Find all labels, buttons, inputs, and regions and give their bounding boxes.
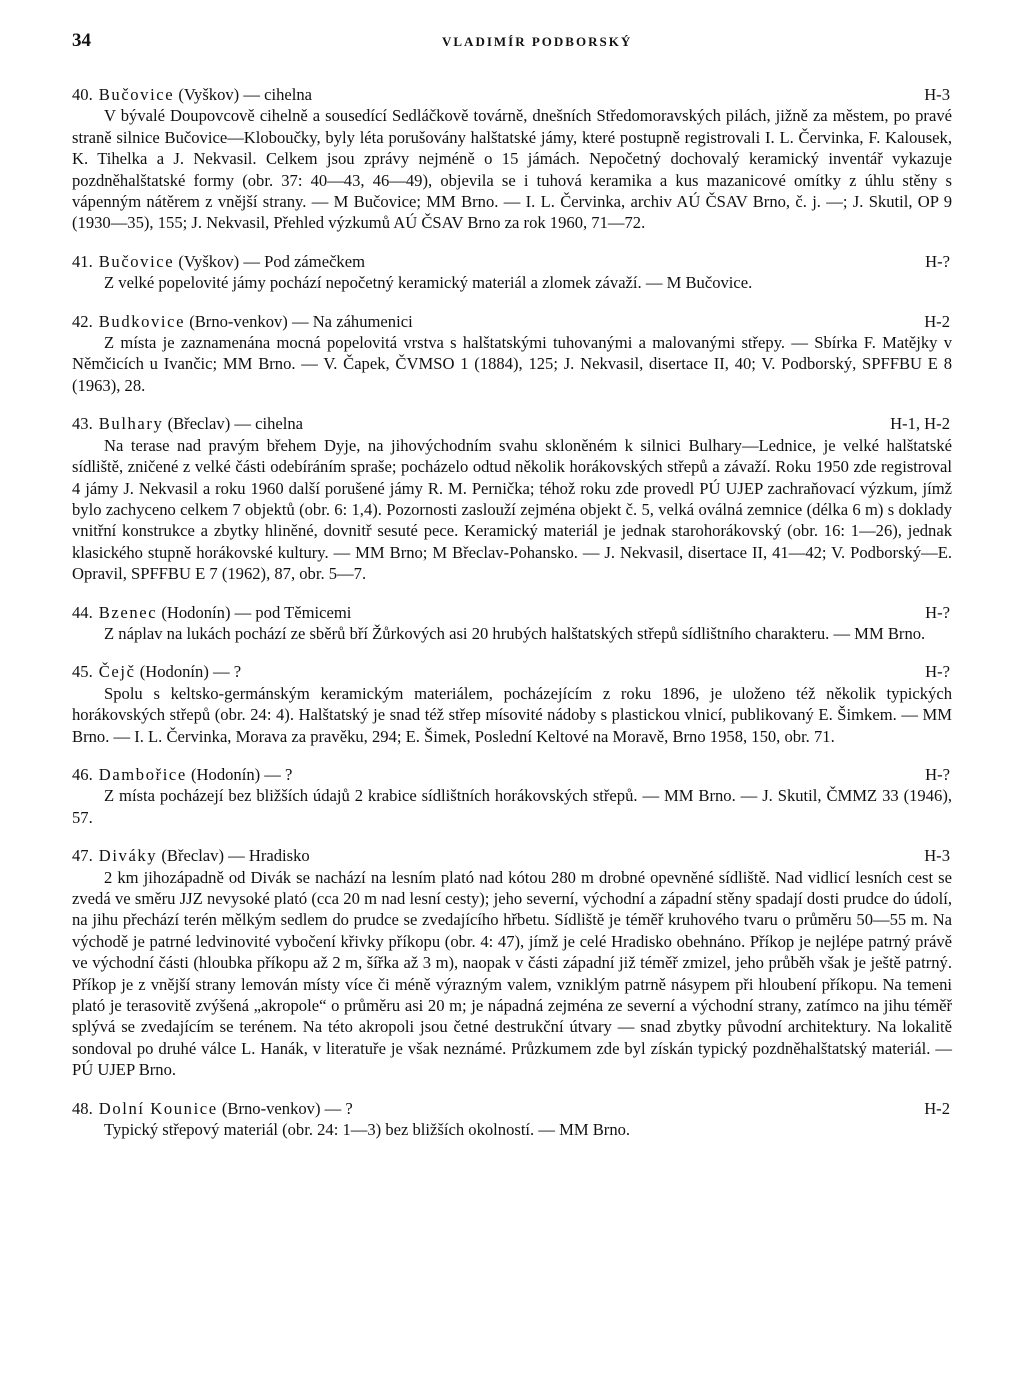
entry-period-code: H-? <box>925 602 950 622</box>
entry-location: (Břeclav) — cihelna <box>163 414 304 434</box>
entry-heading <box>72 311 952 332</box>
entry <box>72 311 952 397</box>
entry-site-name: Čejč <box>98 662 136 682</box>
entry-title <box>72 413 303 434</box>
entry-number: 40. <box>72 85 93 104</box>
entry-heading <box>72 845 952 866</box>
entry-text: Spolu s keltsko-germánským keramickým materiálem, pocházejícím z roku 1896, je uloženo též několik typických horákovských střepů (obr. 24: 4). Halštatský je snad též střep mísovité nádoby s plastickou vlnicí, publikovaný E. Šimkem. — MM Brno. — I. L. Červinka, Morava za pravěku, 294; E. Šimek, Poslední Keltové na Moravě, Brno 1958, 150, obr. 71. <box>72 683 952 746</box>
entry-location: (Brno-venkov) — Na záhumenici <box>185 311 413 331</box>
entry <box>72 413 952 584</box>
entry-location: (Vyškov) — Pod zámečkem <box>174 251 366 271</box>
entry-location: (Hodonín) — ? <box>135 662 242 682</box>
entry-heading <box>72 1098 952 1119</box>
entry-number: 42. <box>72 311 93 331</box>
entry <box>72 845 952 1080</box>
entry <box>72 1098 952 1141</box>
entry-site-name: Bučovice <box>98 85 175 104</box>
entry-site-name: Dolní Kounice <box>98 1098 218 1118</box>
running-title: VLADIMÍR PODBORSKÝ <box>442 34 633 49</box>
book-page <box>72 30 952 1157</box>
entry-text: Z místa pocházejí bez bližších údajů 2 krabice sídlištních horákovských střepů. — MM Brno. — J. Skutil, ČMMZ 33 (1946), 57. <box>72 786 952 827</box>
entry-number: 46. <box>72 764 93 784</box>
entry-number: 44. <box>72 602 93 622</box>
entry-site-name: Bzenec <box>98 602 158 622</box>
entry-period-code: H-? <box>925 662 950 682</box>
entry-text: Typický střepový materiál (obr. 24: 1—3) bez bližších okolností. — MM Brno. <box>104 1120 631 1140</box>
gazetteer-entries <box>72 84 952 1140</box>
entry-period-code: H-2 <box>924 1098 950 1118</box>
entry-text: Z velké popelovité jámy pochází nepočetný keramický materiál a zlomek závaží. — M Bučovice. <box>104 273 753 293</box>
entry <box>72 661 952 747</box>
entry-period-code: H-1, H-2 <box>890 414 950 434</box>
entry-site-name: Bučovice <box>98 251 175 271</box>
entry <box>72 764 952 828</box>
entry-site-name: Bulhary <box>98 414 164 434</box>
entry-location: (Hodonín) — pod Těmicemi <box>157 602 352 622</box>
entry-period-code: H-? <box>925 251 950 271</box>
entry-title <box>72 602 351 623</box>
entry-text: Na terase nad pravým břehem Dyje, na jihovýchodním svahu skloněném k silnici Bulhary—Lednice, je velké halštatské sídliště, zničené z velké části odebíráním spraše; pocházelo odtud několik horákovských střepů a závaží. Roku 1950 zde registroval 4 jámy J. Nekvasil a roku 1960 další porušené jámy R. M. Pernička; téhož roku zde provedl PÚ UJEP zachraňovací výzkum, jímž bylo zachyceno celkem 7 objektů (obr. 6: 1,4). Pozornosti zaslouží zejména objekt č. 5, velká oválná zemnice (délka 6 m) s doklady vnitřní konstrukce a zbytky hliněné, dovnitř sesuté pece. Keramický materiál je jednak starohorákovský (obr. 16: 1—26), jednak klasického stupně horákovské kultury. — MM Brno; M Břeclav-Pohansko. — J. Nekvasil, disertace II, 41—42; V. Podborský—E. Opravil, SPFFBU E 7 (1962), 87, obr. 5—7. <box>72 435 952 584</box>
entry <box>72 84 952 234</box>
entry-title <box>72 661 241 682</box>
entry-title <box>72 845 310 866</box>
entry-heading <box>72 251 952 272</box>
entry-site-name: Dambořice <box>98 764 187 784</box>
entry-text: V bývalé Doupovcově cihelně a sousedící Sedláčkově továrně, dnešních Středomoravských pilách, jižně za městem, po pravé straně silnice Bučovice—Kloboučky, byly léta porušovány halštatské jámy, které postupně registrovali I. L. Červinka, F. Kalousek, K. Tihelka a J. Nekvasil. Celkem jsou zprávy nejméně o 15 jámách. Nepočetný dochovalý keramický inventář vykazuje pozdněhalštatské formy (obr. 37: 40—43, 46—49), objevila se i tuhová keramika a kus mazanicové omítky z úhlu stěny s vápenným nátěrem z vnější strany. — M Bučovice; MM Brno. — I. L. Červinka, archiv AÚ ČSAV Brno, č. j. —; J. Skutil, OP 9 (1930—35), 155; J. Nekvasil, Přehled výzkumů AÚ ČSAV Brno za rok 1960, 71—72. <box>72 106 952 233</box>
running-header <box>72 30 952 60</box>
entry-heading <box>72 602 952 623</box>
entry-heading <box>72 413 952 434</box>
entry-location: (Hodonín) — ? <box>186 764 293 784</box>
entry-number: 48. <box>72 1098 93 1118</box>
entry-heading <box>72 84 952 105</box>
entry-period-code: H-2 <box>924 311 950 331</box>
entry-period-code: H-? <box>925 764 950 784</box>
entry-location: (Vyškov) — cihelna <box>174 85 313 104</box>
entry-title <box>72 84 312 105</box>
entry-number: 47. <box>72 846 93 866</box>
entry-title <box>72 251 365 272</box>
entry-text: 2 km jihozápadně od Divák se nachází na lesním plató nad kótou 280 m drobné opevněné sídliště. Nad vidlicí lesních cest se zvedá ve směru JJZ nevysoké plató (cca 20 m nad lesní cesty); jeho severní, východní a západní stěny spadají dosti prudce do údolí, na jihu přechází terén mělkým sedlem do prudce se zvedajícího hřbetu. Sídliště je téměř kruhového tvaru o průměru 50—55 m. Na východě je patrné ledvinovité vybočení křivky příkopu (obr. 4: 47), jímž je celé Hradisko obehnáno. Příkop je nejlépe patrný právě ve východní části (hloubka příkopu až 2 m, šířka až 3 m), naopak v části západní již téměř zmizel, jeho průběh však je ještě patrný. Příkop je z vnější strany lemován místy více či méně výrazným valem, vzniklým patrně násypem při hloubení příkopu. Na temeni plató je terasovitě zvýšená „akropole“ o průměru asi 20 m; je nápadná zejména ze severní a východní strany, zatímco na jihu téměř splývá se zvedajícím se terénem. Na této akropoli jsou četné destrukční útvary — snad zbytky původní architektury. Na lokalitě sondoval po druhé válce L. Hanák, v literatuře je však neznámé. Průzkumem zde byl získán typický pozdněhalštatský materiál. — PÚ UJEP Brno. <box>72 867 952 1080</box>
entry-number: 43. <box>72 414 93 434</box>
entry-title <box>72 1098 353 1119</box>
page-number: 34 <box>72 30 91 51</box>
entry-text: Z náplav na lukách pochází ze sběrů bří Žůrkových asi 20 hrubých halštatských střepů sídlištního charakteru. — MM Brno. <box>104 623 926 643</box>
entry-number: 41. <box>72 251 93 271</box>
entry <box>72 602 952 645</box>
entry-period-code: H-3 <box>924 85 950 104</box>
entry-location: (Břeclav) — Hradisko <box>157 846 310 866</box>
entry-title <box>72 764 292 785</box>
entry <box>72 251 952 294</box>
entry-heading <box>72 764 952 785</box>
entry-site-name: Budkovice <box>98 311 186 331</box>
entry-heading <box>72 661 952 682</box>
entry-location: (Brno-venkov) — ? <box>217 1098 353 1118</box>
entry-site-name: Diváky <box>98 846 158 866</box>
entry-title <box>72 311 413 332</box>
entry-text: Z místa je zaznamenána mocná popelovitá vrstva s halštatskými tuhovanými a malovanými střepy. — Sbírka F. Matějky v Němčicích u Ivančic; MM Brno. — V. Čapek, ČVMSO 1 (1884), 125; J. Nekvasil, disertace II, 40; V. Podborský, SPFFBU E 8 (1963), 28. <box>72 333 952 395</box>
entry-period-code: H-3 <box>924 846 950 866</box>
entry-number: 45. <box>72 662 93 682</box>
